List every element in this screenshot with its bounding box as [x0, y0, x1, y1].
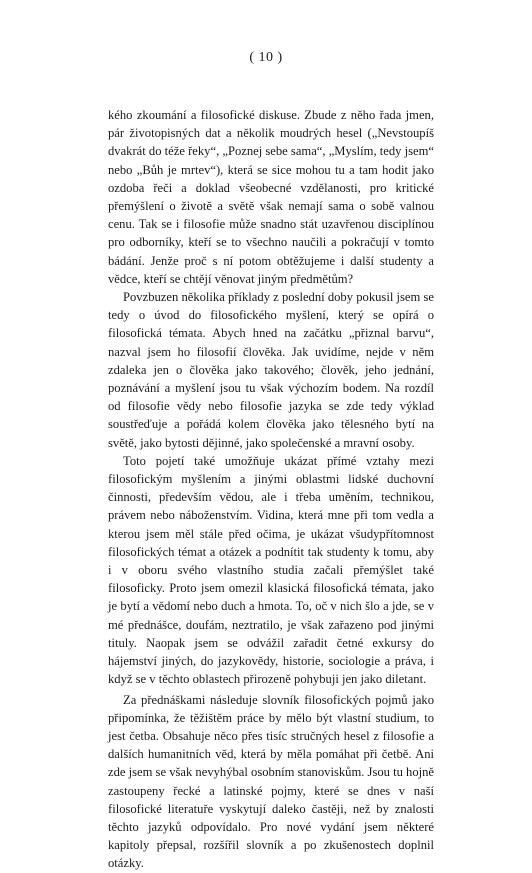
paragraph: kého zkoumání a filosofické diskuse. Zbude z něho řada jmen, pár životopisných dat a několik moudrých hesel („Nevstoupíš dvakrát do téže řeky“, „Poznej sebe sama“, „Myslím, tedy jsem“ nebo „Bůh je mrtev“), která se sice mohou tu a tam hodit jako ozdoba řeči a doklad všeobecné vzdělanosti, pro kritické přemýšlení o životě a světě však nemají sama o sobě valnou cenu. Tak se i filosofie může snadno stát uzavřenou disciplínou pro odborníky, kteří se to všechno naučili a pokračují v tomto bádání. Jenže proč s ní potom obtěžujeme i další studenty a vědce, kteří se chtějí věnovat jiným předmětům?	[108, 108, 434, 286]
paragraph: Za přednáškami následuje slovník filosofických pojmů jako připomínka, že těžištěm práce by mělo být vlastní studium, to jest četba. Obsahuje něco přes tisíc stručných hesel z filosofie a dalších humanitních věd, která by měla pomáhat při četbě. Ani zde jsem se však nevyhýbal osobním stanoviskům. Jsou tu hojně zastoupeny řecké a latinské pojmy, které se dnes v naší filosofické literatuře vyskytují daleko častěji, než by znalosti těchto jazyků odpovídalo. Pro nové vydání jsem některé kapitoly přepsal, rozšířil slovník a po zkušenostech doplnil otázky.	[108, 692, 435, 871]
paragraph: Toto pojetí také umožňuje ukázat přímé vztahy mezi filosofickým myšlením a jinými oblastmi lidské duchovní činnosti, především vědou, ale i třeba uměním, technikou, právem nebo náboženstvím. Vidina, která mne při tom vedla a kterou jsem měl stále před očima, je ukázat všudypřítomnost filosofických témat a otázek a podnítit tak studenty k tomu, aby i v oboru svého vlastního studia začali přemýšlet také filosoficky. Proto jsem omezil klasická filosofická témata, jako je bytí a vědomí nebo duch a hmota. To, oč v nich šlo a jde, se v mé přednášce, doufám, neztratilo, je však zařazeno pod jinými tituly. Naopak jsem se odvážil zařadit četné exkursy do hájemství jiných, do jazykovědy, historie, sociologie a práva, i když se v těchto oblastech přirozeně pohybuji jen jako diletant.	[108, 453, 434, 687]
body-text	[108, 106, 434, 873]
page-number: ( 10 )	[249, 50, 283, 65]
paragraph: Povzbuzen několika příklady z poslední doby pokusil jsem se tedy o úvod do filosofického myšlení, který se opírá o filosofická témata. Abych hned na začátku „přiznal barvu“, nazval jsem ho filosofií člověka. Jak uvidíme, nejde v něm zdaleka jen o člověka jako takového; člověk, jeho jednání, poznávání a myšlení jsou tu však výchozím bodem. Na rozdíl od filosofie vědy nebo filosofie jazyka se zde tedy výklad soustřeďuje a pořádá kolem člověka jako tělesného bytí na světě, jako bytosti dějinné, jako společenské a mravní osoby.	[108, 290, 434, 450]
